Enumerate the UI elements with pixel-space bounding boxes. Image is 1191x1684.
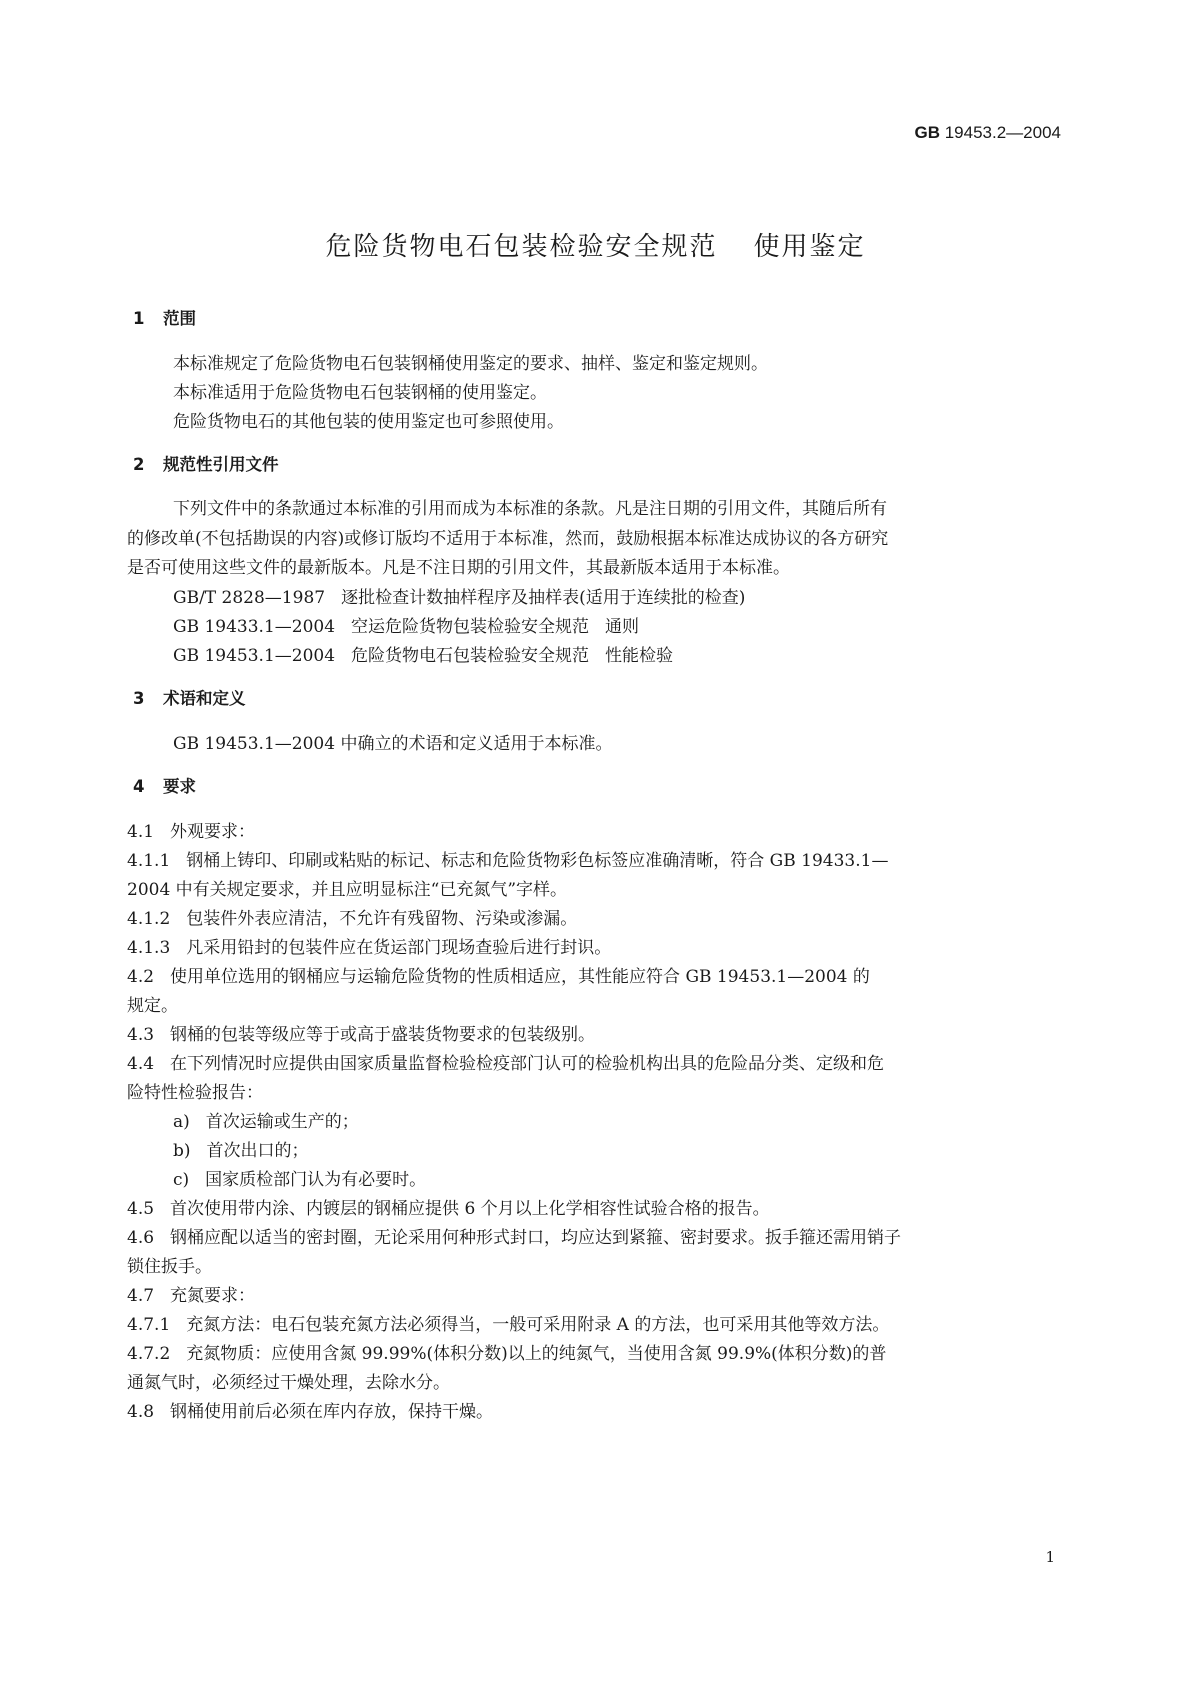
clause-text: 钢桶使用前后必须在库内存放，保持干燥。 bbox=[170, 1402, 494, 1422]
section-number: 3 bbox=[133, 689, 145, 708]
reference-code: GB 19433.1—2004 bbox=[173, 617, 336, 637]
section-title: 范围 bbox=[163, 309, 196, 328]
list-item bbox=[173, 1107, 359, 1132]
document-title bbox=[0, 226, 1191, 263]
clause-number: 4.1.1 bbox=[127, 851, 171, 871]
clause-text: 外观要求： bbox=[170, 822, 256, 842]
clause-number: 4.7 bbox=[127, 1286, 155, 1306]
clause-4-1-3 bbox=[127, 933, 611, 958]
paragraph: 下列文件中的条款通过本标准的引用而成为本标准的条款。凡是注日期的引用文件，其随后所有 bbox=[173, 499, 887, 519]
paragraph: GB 19453.1—2004 中确立的术语和定义适用于本标准。 bbox=[173, 734, 613, 754]
clause-4-3 bbox=[127, 1020, 595, 1045]
list-text: 国家质检部门认为有必要时。 bbox=[205, 1170, 427, 1190]
section-title: 术语和定义 bbox=[163, 689, 246, 708]
list-text: 首次出口的； bbox=[206, 1141, 309, 1161]
title-main: 危险货物电石包装检验安全规范 bbox=[325, 232, 718, 262]
clause-text: 充氮要求： bbox=[170, 1286, 256, 1306]
paragraph: 的修改单(不包括勘误的内容)或修订版均不适用于本标准，然而，鼓励根据本标准达成协议的各方研究 bbox=[127, 529, 889, 549]
reference-code: GB/T 2828—1987 bbox=[173, 588, 326, 608]
list-marker: a) bbox=[173, 1112, 190, 1132]
paragraph: 是否可使用这些文件的最新版本。凡是不注日期的引用文件，其最新版本适用于本标准。 bbox=[127, 558, 790, 578]
clause-number: 4.6 bbox=[127, 1228, 155, 1248]
clause-number: 4.1 bbox=[127, 822, 155, 842]
clause-4-1 bbox=[127, 817, 255, 842]
clause-4-1-2 bbox=[127, 904, 577, 929]
clause-text: 钢桶的包装等级应等于或高于盛装货物要求的包装级别。 bbox=[170, 1025, 596, 1045]
clause-4-7 bbox=[127, 1281, 255, 1306]
clause-text: 包装件外表应清洁，不允许有残留物、污染或渗漏。 bbox=[186, 909, 578, 929]
clause-text: 充氮方法：电石包装充氮方法必须得当，一般可采用附录 A 的方法，也可采用其他等效方法。 bbox=[186, 1315, 890, 1335]
clause-continuation: 规定。 bbox=[127, 996, 178, 1016]
section-number: 1 bbox=[133, 309, 145, 328]
section-number: 2 bbox=[133, 455, 145, 474]
clause-continuation: 锁住扳手。 bbox=[127, 1257, 212, 1277]
list-marker: c) bbox=[173, 1170, 190, 1190]
clause-text: 使用单位选用的钢桶应与运输危险货物的性质相适应，其性能应符合 GB 19453.1—2004 的 bbox=[170, 967, 870, 987]
page-number: 1 bbox=[1045, 1548, 1055, 1566]
paragraph: 本标准规定了危险货物电石包装钢桶使用鉴定的要求、抽样、鉴定和鉴定规则。 bbox=[173, 354, 768, 374]
clause-4-8 bbox=[127, 1397, 493, 1422]
reference-item bbox=[173, 583, 745, 608]
reference-name: 逐批检查计数抽样程序及抽样表(适用于连续批的检查) bbox=[341, 588, 746, 608]
clause-4-4 bbox=[127, 1049, 884, 1074]
clause-4-1-1 bbox=[127, 846, 888, 871]
reference-name: 空运危险货物包装检验安全规范 bbox=[351, 617, 590, 637]
clause-continuation: 通氮气时，必须经过干燥处理，去除水分。 bbox=[127, 1373, 450, 1393]
standard-prefix: GB bbox=[914, 123, 940, 142]
clause-number: 4.3 bbox=[127, 1025, 155, 1045]
clause-4-6 bbox=[127, 1223, 901, 1248]
section-number: 4 bbox=[133, 777, 145, 796]
section-1-heading bbox=[133, 305, 196, 329]
clause-number: 4.2 bbox=[127, 967, 155, 987]
list-marker: b) bbox=[173, 1141, 191, 1161]
section-3-heading bbox=[133, 685, 246, 709]
reference-item bbox=[173, 641, 673, 666]
clause-4-7-2 bbox=[127, 1339, 886, 1364]
clause-text: 钢桶应配以适当的密封圈，无论采用何种形式封口，均应达到紧箍、密封要求。扳手箍还需用销子 bbox=[170, 1228, 902, 1248]
clause-number: 4.5 bbox=[127, 1199, 155, 1219]
title-sub: 使用鉴定 bbox=[753, 232, 866, 262]
clause-text: 在下列情况时应提供由国家质量监督检验检疫部门认可的检验机构出具的危险品分类、定级和危 bbox=[170, 1054, 885, 1074]
reference-item bbox=[173, 612, 639, 637]
clause-text: 首次使用带内涂、内镀层的钢桶应提供 6 个月以上化学相容性试验合格的报告。 bbox=[170, 1199, 770, 1219]
standard-code bbox=[914, 123, 1061, 143]
section-title: 规范性引用文件 bbox=[163, 455, 279, 474]
clause-text: 凡采用铅封的包装件应在货运部门现场查验后进行封识。 bbox=[186, 938, 612, 958]
section-title: 要求 bbox=[163, 777, 196, 796]
clause-4-7-1 bbox=[127, 1310, 889, 1335]
standard-number: 19453.2—2004 bbox=[944, 123, 1061, 142]
clause-4-5 bbox=[127, 1194, 770, 1219]
section-4-heading bbox=[133, 773, 196, 797]
clause-continuation: 2004 中有关规定要求，并且应明显标注“已充氮气”字样。 bbox=[127, 880, 568, 900]
reference-name: 危险货物电石包装检验安全规范 bbox=[351, 646, 590, 666]
clause-continuation: 险特性检验报告： bbox=[127, 1083, 263, 1103]
section-2-heading bbox=[133, 451, 279, 475]
reference-suffix: 性能检验 bbox=[605, 646, 674, 666]
clause-number: 4.1.2 bbox=[127, 909, 171, 929]
reference-code: GB 19453.1—2004 bbox=[173, 646, 336, 666]
list-item bbox=[173, 1165, 426, 1190]
clause-number: 4.4 bbox=[127, 1054, 155, 1074]
paragraph: 危险货物电石的其他包装的使用鉴定也可参照使用。 bbox=[173, 412, 564, 432]
reference-suffix: 通则 bbox=[605, 617, 640, 637]
clause-number: 4.8 bbox=[127, 1402, 155, 1422]
clause-text: 钢桶上铸印、印刷或粘贴的标记、标志和危险货物彩色标签应准确清晰，符合 GB 19433.1— bbox=[186, 851, 889, 871]
clause-number: 4.1.3 bbox=[127, 938, 171, 958]
clause-number: 4.7.2 bbox=[127, 1344, 171, 1364]
clause-text: 充氮物质：应使用含氮 99.99%(体积分数)以上的纯氮气，当使用含氮 99.9%(体积分数)的普 bbox=[186, 1344, 887, 1364]
clause-number: 4.7.1 bbox=[127, 1315, 171, 1335]
list-item bbox=[173, 1136, 309, 1161]
paragraph: 本标准适用于危险货物电石包装钢桶的使用鉴定。 bbox=[173, 383, 547, 403]
clause-4-2 bbox=[127, 962, 870, 987]
list-text: 首次运输或生产的； bbox=[205, 1112, 359, 1132]
